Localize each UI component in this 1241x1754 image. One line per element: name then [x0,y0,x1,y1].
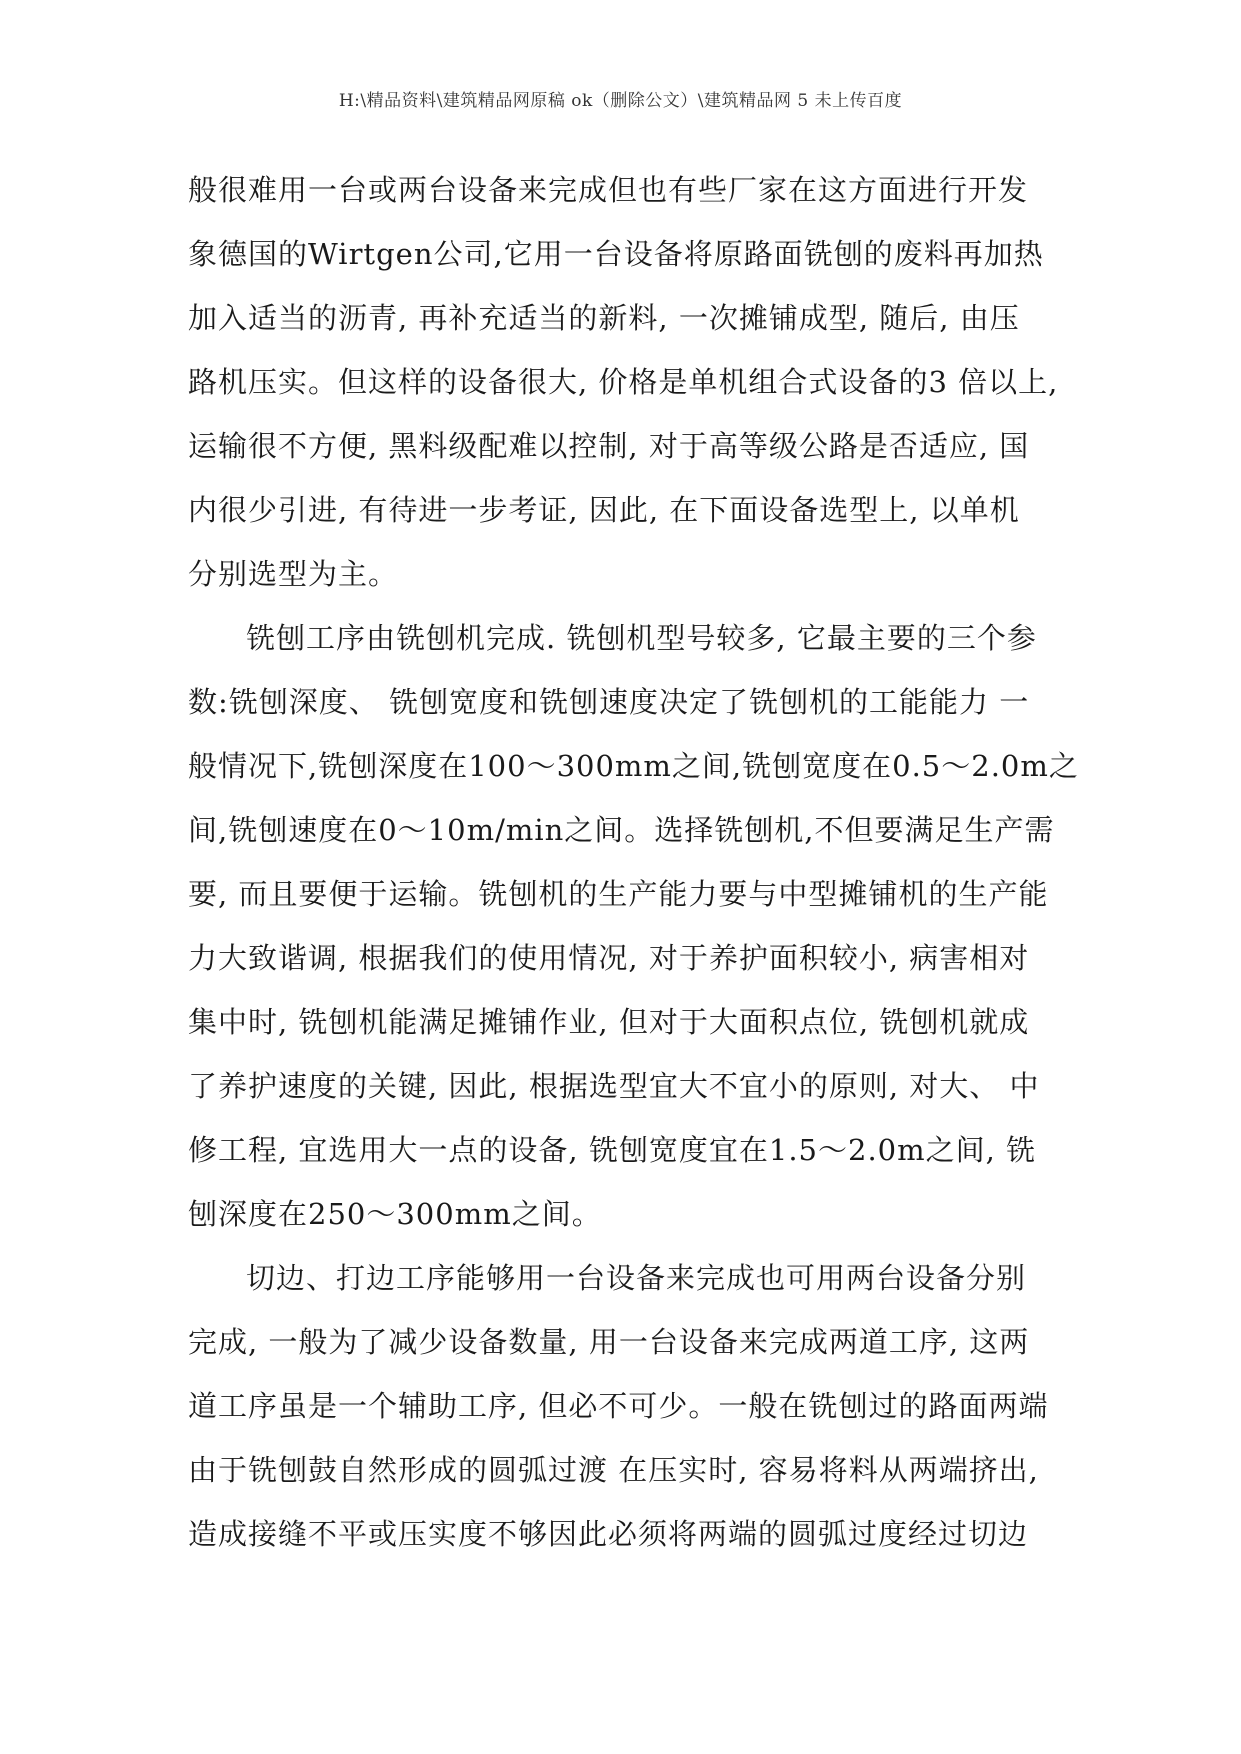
paragraph-2-line-4: 间,铣刨速度在0～10m/min之间。选择铣刨机,不但要满足生产需 [188,813,1055,847]
paragraph-3-line-3: 道工序虽是一个辅助工序, 但必不可少。一般在铣刨过的路面两端 [188,1389,1049,1423]
paragraph-3-line-4: 由于铣刨鼓自然形成的圆弧过渡 在压实时, 容易将料从两端挤出, [188,1453,1039,1487]
paragraph-2-line-8: 了养护速度的关键, 因此, 根据选型宜大不宜小的原则, 对大、 中 [188,1069,1040,1103]
paragraph-2-line-5: 要, 而且要便于运输。铣刨机的生产能力要与中型摊铺机的生产能 [188,877,1049,911]
page-header-path: H:\精品资料\建筑精品网原稿 ok（删除公文）\建筑精品网 5 未上传百度 [338,91,903,111]
paragraph-3-line-2: 完成, 一般为了减少设备数量, 用一台设备来完成两道工序, 这两 [188,1325,1030,1359]
paragraph-1-line-3: 加入适当的沥青, 再补充适当的新料, 一次摊铺成型, 随后, 由压 [188,301,1020,335]
paragraph-1-line-6: 内很少引进, 有待进一步考证, 因此, 在下面设备选型上, 以单机 [188,493,1020,527]
paragraph-2-line-10: 刨深度在250～300mm之间。 [188,1197,602,1231]
document-body [188,158,1079,1566]
paragraph-2-line-9: 修工程, 宜选用大一点的设备, 铣刨宽度宜在1.5～2.0m之间, 铣 [188,1133,1037,1167]
paragraph-3-line-1: 切边、打边工序能够用一台设备来完成也可用两台设备分别 [246,1261,1027,1295]
paragraph-2-line-2: 数:铣刨深度、 铣刨宽度和铣刨速度决定了铣刨机的工能能力 一 [188,685,1030,719]
paragraph-1-line-4: 路机压实。但这样的设备很大, 价格是单机组合式设备的3 倍以上, [188,365,1059,399]
paragraph-2-line-3: 般情况下,铣刨深度在100～300mm之间,铣刨宽度在0.5～2.0m之 [188,749,1079,783]
paragraph-1-line-1: 般很难用一台或两台设备来完成但也有些厂家在这方面进行开发 [188,173,1029,207]
paragraph-1-line-7: 分别选型为主。 [188,557,399,591]
paragraph-1-line-2: 象德国的Wirtgen公司,它用一台设备将原路面铣刨的废料再加热 [188,237,1044,271]
paragraph-3-line-5: 造成接缝不平或压实度不够因此必须将两端的圆弧过度经过切边 [188,1517,1029,1551]
paragraph-2-line-6: 力大致谐调, 根据我们的使用情况, 对于养护面积较小, 病害相对 [188,941,1030,975]
paragraph-2-line-1: 铣刨工序由铣刨机完成. 铣刨机型号较多, 它最主要的三个参 [246,621,1037,655]
paragraph-1-line-5: 运输很不方便, 黑料级配难以控制, 对于高等级公路是否适应, 国 [188,429,1030,463]
paragraph-2-line-7: 集中时, 铣刨机能满足摊铺作业, 但对于大面积点位, 铣刨机就成 [188,1005,1030,1039]
